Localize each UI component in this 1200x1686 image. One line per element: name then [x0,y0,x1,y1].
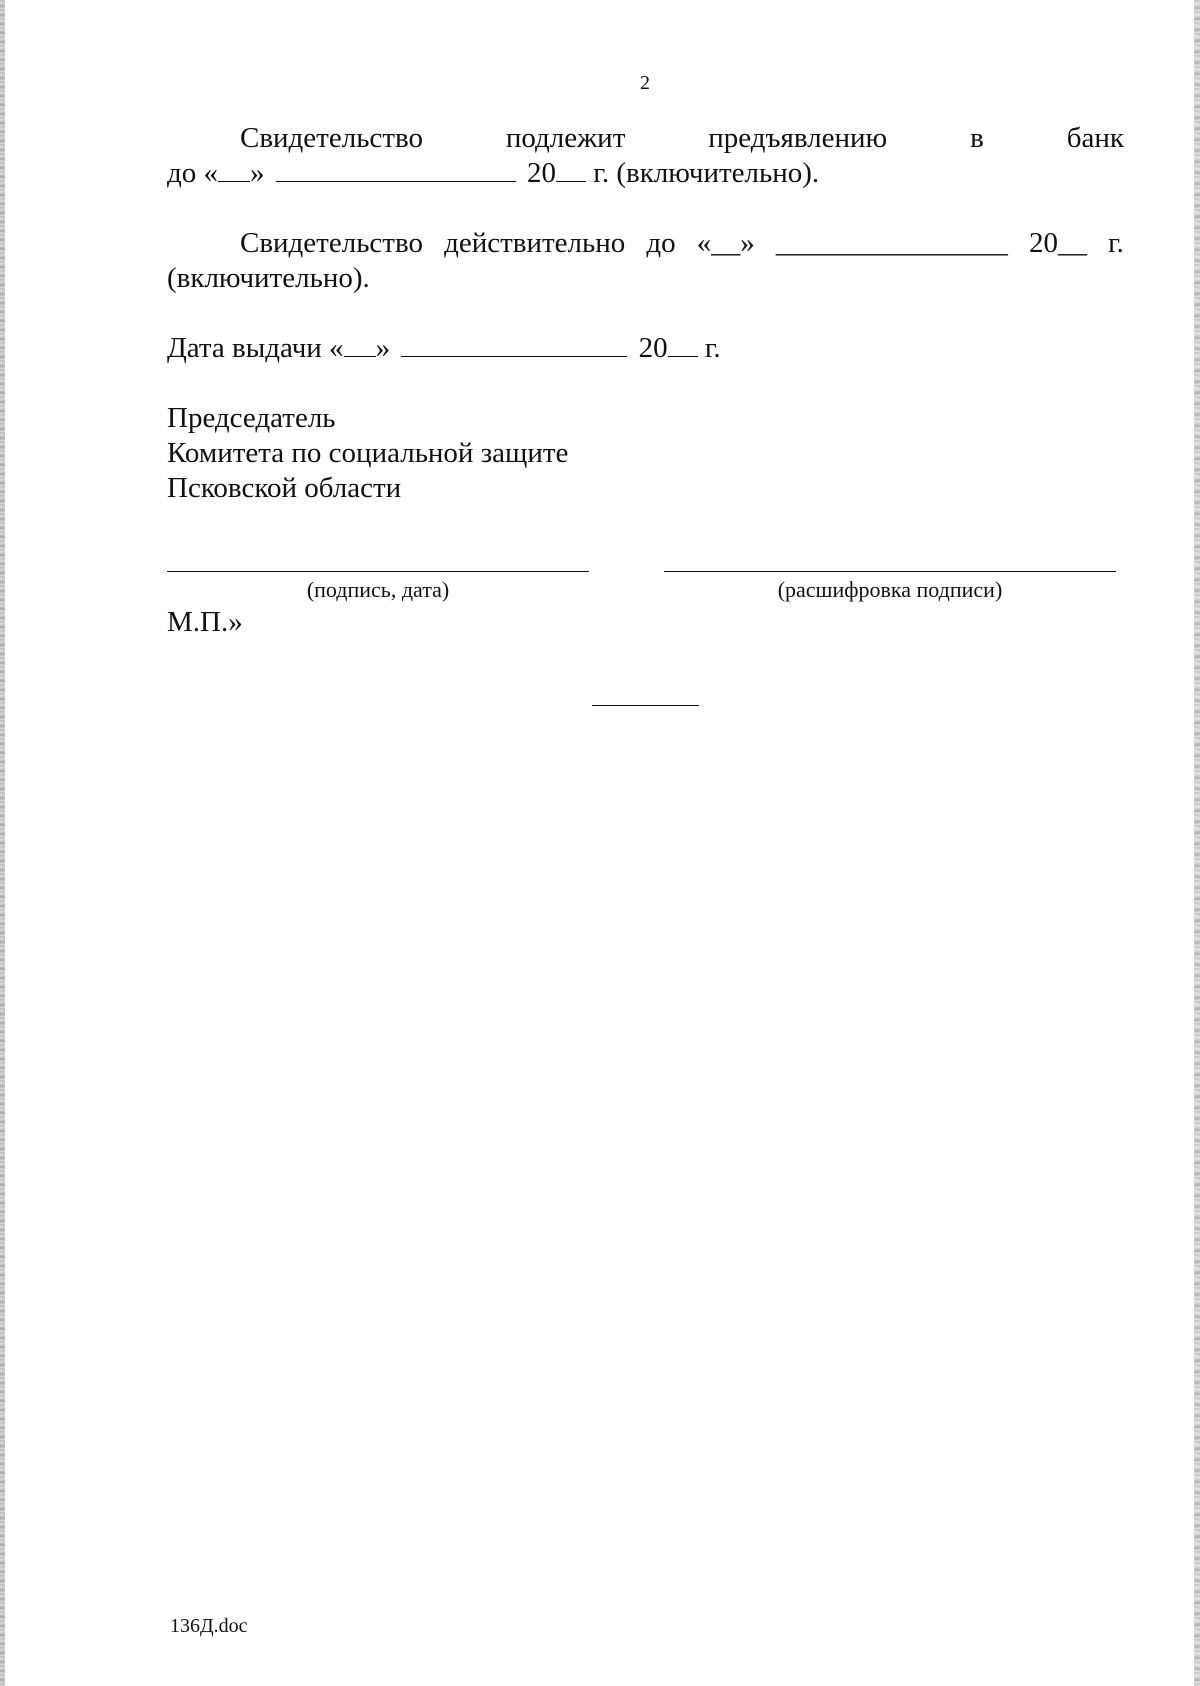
day-blank [344,332,376,357]
quote-close: » [250,157,265,189]
year-prefix: 20 [638,332,668,364]
month-blank [401,332,627,357]
stamp-place: М.П.» [167,606,243,638]
quote-close: » [375,332,391,364]
year-blank [556,157,586,182]
issue-date-line [167,330,721,366]
signature-transcript-line [664,571,1116,572]
footer-filename: 136Д.doc [170,1615,248,1637]
signatory-title: Председатель [167,402,336,434]
word: г. [1108,227,1124,259]
valid-paragraph-line2: (включительно). [167,262,370,294]
end-rule [592,705,699,706]
bank-paragraph-line1 [167,120,1124,156]
word: до [646,227,676,259]
signature-transcript-caption: (расшифровка подписи) [777,577,1003,602]
scan-edge-left [0,0,5,1686]
valid-paragraph-line1 [167,225,1124,261]
word: Свидетельство [240,227,423,259]
word: ________________ [775,227,1008,259]
month-blank [276,157,516,182]
word: в [970,122,984,154]
word: 20__ [1028,227,1087,259]
scan-edge-right [1194,0,1200,1686]
word: Свидетельство [240,122,423,154]
word: «__» [696,227,755,259]
issue-date-label: Дата выдачи « [167,332,344,364]
signatory-committee: Комитета по социальной защите [167,437,569,469]
bank-paragraph-line2 [167,155,819,191]
page-number: 2 [640,72,650,94]
word: банк [1066,122,1124,154]
word: предъявлению [708,122,888,154]
signatory-region: Псковской области [167,472,402,504]
signature-caption: (подпись, дата) [306,577,450,602]
prefix-text: до « [167,157,219,189]
suffix-text: г. [697,332,721,364]
year-blank [668,332,698,357]
year-prefix: 20 [527,157,557,189]
suffix-text: г. (включительно). [586,157,820,189]
word: действительно [444,227,626,259]
signature-line [167,571,589,572]
word: подлежит [505,122,626,154]
day-blank [218,157,250,182]
